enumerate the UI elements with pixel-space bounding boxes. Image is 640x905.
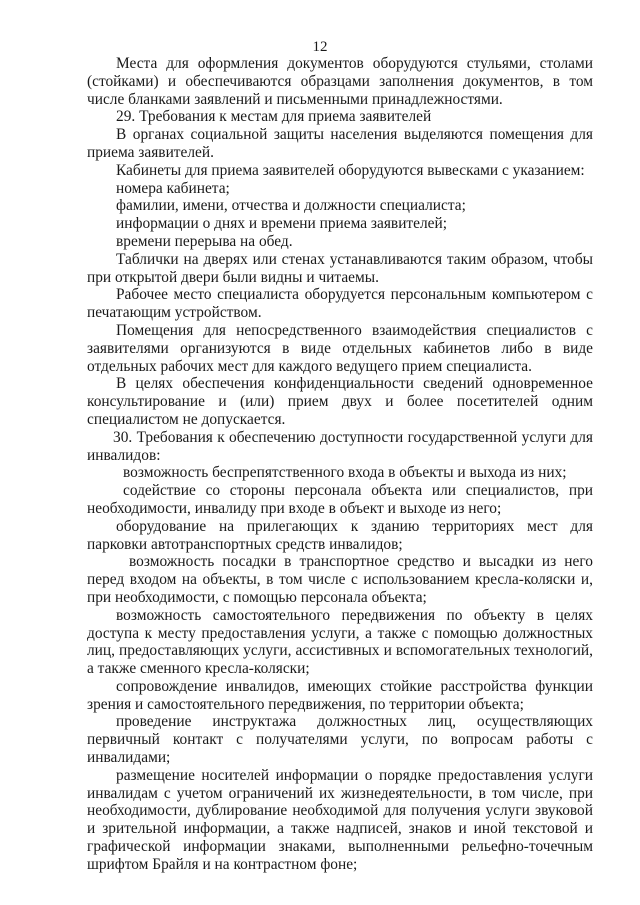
paragraph-workstation: Рабочее место специалиста оборудуется персональным компьютером с печатающим устройством. bbox=[87, 286, 593, 322]
list-item-staff-briefing: проведение инструктажа должностных лиц, осуществляющих первичный контакт с получателями услуги, по вопросам работы с инвалидами; bbox=[87, 713, 593, 767]
paragraph-signage: Кабинеты для приема заявителей оборудуются вывесками с указанием: bbox=[116, 161, 585, 179]
paragraph-reception-rooms: В органах социальной защиты населения выделяются помещения для приема заявителей. bbox=[87, 126, 593, 161]
paragraph-door-plates: Таблички на дверях или стенах устанавливаются таким образом, чтобы при открытой двери были видны и читаемы. bbox=[87, 250, 593, 286]
section-29-heading: 29. Требования к местам для приема заявителей bbox=[116, 108, 432, 126]
list-item-reception-days: информации о днях и времени приема заявителей; bbox=[116, 215, 448, 233]
page-number: 12 bbox=[312, 39, 328, 55]
list-item-barrier-free-entry: возможность беспрепятственного входа в объекты и выхода из них; bbox=[123, 464, 567, 482]
list-item-staff-assistance: содействие со стороны персонала объекта или специалистов, при необходимости, инвалиду при входе в объект и выходе из него; bbox=[87, 482, 593, 517]
list-item-escort: сопровождение инвалидов, имеющих стойкие расстройства функции зрения и самостоятельного передвижения, по территории объекта; bbox=[87, 677, 593, 713]
list-item-transport-boarding: возможность посадки в транспортное средство и высадки из него перед входом на объекты, в том числе с использованием кресла-коляски и, при необходимости, с помощью персонала объекта; bbox=[87, 553, 593, 606]
document-body bbox=[87, 55, 593, 874]
paragraph-interaction-rooms: Помещения для непосредственного взаимодействия специалистов с заявителями организуются в виде отдельных кабинетов либо в виде отдельных рабочих мест для каждого ведущего прием специалиста. bbox=[87, 321, 593, 375]
list-item-specialist-name: фамилии, имени, отчества и должности специалиста; bbox=[116, 197, 466, 215]
list-item-independent-movement: возможность самостоятельного передвижения по объекту в целях доступа к месту предоставления услуги, а также с помощью должностных лиц, предоставляющих услуги, ассистивных и вспомогательных технологий, а также сменного кресла-коляски; bbox=[87, 606, 593, 678]
list-item-lunch-break: времени перерыва на обед. bbox=[116, 232, 293, 250]
list-item-room-number: номера кабинета; bbox=[116, 179, 230, 197]
list-item-parking: оборудование на прилегающих к зданию территориях мест для парковки автотранспортных средств инвалидов; bbox=[87, 517, 593, 553]
list-item-information-carriers: размещение носителей информации о порядке предоставления услуги инвалидам с учетом ограничений их жизнедеятельности, в том числе, при необходимости, дублирование необходимой для получения услуги звуковой и зрительной информации, а также надписей, знаков и иной текстовой и графической информации знаками, выполненными рельефно-точечным шрифтом Брайля и на контрастном фоне; bbox=[87, 766, 593, 873]
section-30-heading: 30. Требования к обеспечению доступности государственной услуги для инвалидов: bbox=[87, 428, 593, 464]
paragraph-confidentiality: В целях обеспечения конфиденциальности сведений одновременное консультирование и (или) прием двух и более посетителей одним специалистом не допускается. bbox=[87, 375, 593, 428]
paragraph-workplaces: Места для оформления документов оборудуются стульями, столами (стойками) и обеспечиваются образцами заполнения документов, в том числе бланками заявлений и письменными принадлежностями. bbox=[87, 55, 593, 108]
